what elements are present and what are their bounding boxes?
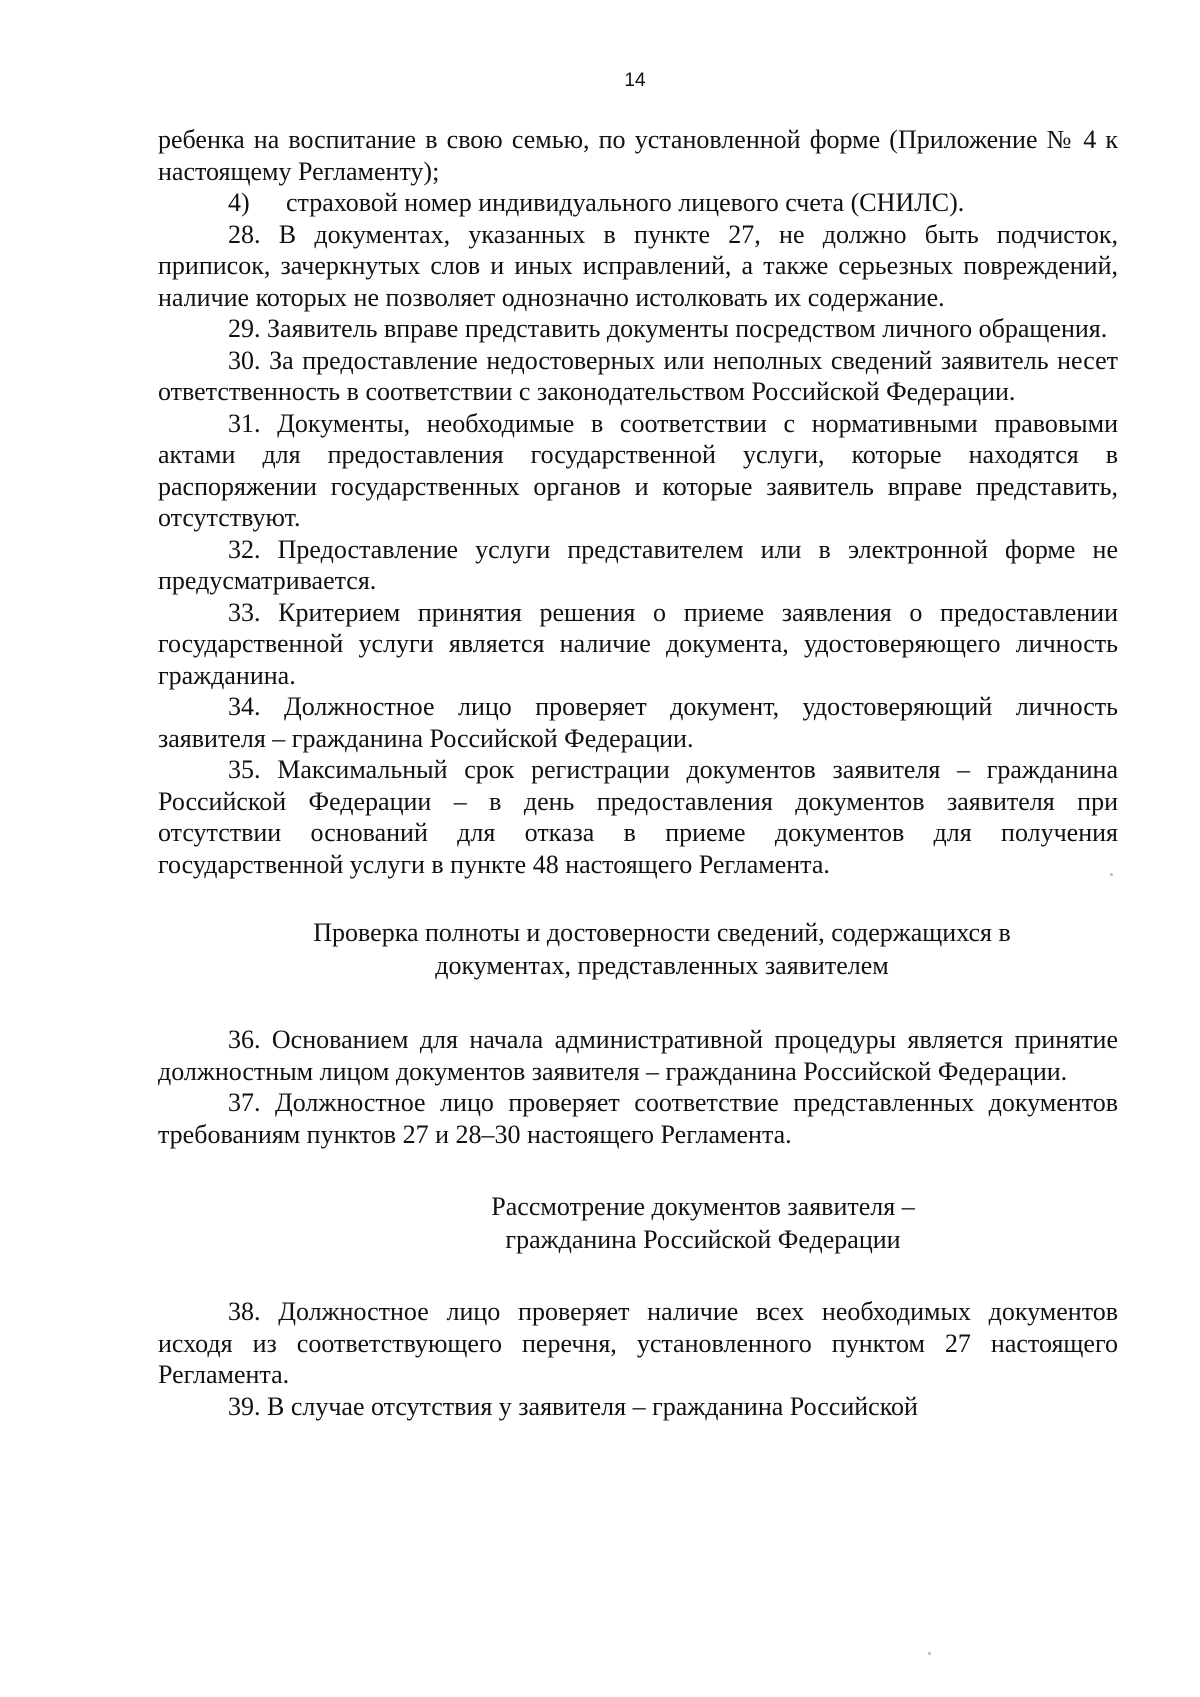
section-heading-line: гражданина Российской Федерации	[505, 1225, 901, 1254]
scan-speck	[1110, 873, 1113, 876]
paragraph-34: 34. Должностное лицо проверяет документ, удостоверяющий личность заявителя – гражданина Российской Федерации.	[158, 692, 1118, 753]
paragraph-38: 38. Должностное лицо проверяет наличие всех необходимых документов исходя из соответствующего перечня, установленного пунктом 27 настоящего Регламента.	[158, 1297, 1118, 1389]
list-item-4	[158, 187, 1118, 219]
paragraph-31: 31. Документы, необходимые в соответствии с нормативными правовыми актами для предоставления государственной услуги, которые находятся в распоряжении государственных органов и которые заявитель вправе представить, отсутствуют.	[158, 408, 1118, 532]
section-heading-review	[158, 1190, 1118, 1256]
paragraph-29: 29. Заявитель вправе представить документы посредством личного обращения.	[228, 314, 1108, 343]
section-heading-line: документах, представленных заявителем	[435, 951, 889, 980]
paragraph-37: 37. Должностное лицо проверяет соответствие представленных документов требованиям пунктов 27 и 28–30 настоящего Регламента.	[158, 1088, 1118, 1149]
paragraph-continuation: ребенка на воспитание в свою семью, по установленной форме (Приложение № 4 к настоящему Регламенту);	[158, 125, 1118, 186]
list-item-text: страховой номер индивидуального лицевого счета (СНИЛС).	[286, 188, 965, 217]
section-heading-line: Проверка полноты и достоверности сведений, содержащихся в	[313, 918, 1011, 947]
scan-speck	[928, 1652, 931, 1655]
document-body	[158, 124, 1118, 1422]
page-number: 14	[624, 70, 646, 91]
paragraph-35: 35. Максимальный срок регистрации документов заявителя – гражданина Российской Федерации – в день предоставления документов заявителя при отсутствии оснований для отказа в приеме документов для получения государственной услуги в пункте 48 настоящего Регламента.	[158, 755, 1118, 879]
paragraph-28: 28. В документах, указанных в пункте 27, не должно быть подчисток, приписок, зачеркнутых слов и иных исправлений, а также серьезных повреждений, наличие которых не позволяет однозначно истолковать их содержание.	[158, 219, 1118, 312]
list-item-number: 4)	[228, 188, 250, 217]
paragraph-39: 39. В случае отсутствия у заявителя – гражданина Российской	[228, 1391, 918, 1421]
paragraph-33: 33. Критерием принятия решения о приеме заявления о предоставлении государственной услуги является наличие документа, удостоверяющего личность гражданина.	[158, 597, 1118, 690]
paragraph-36: 36. Основанием для начала административной процедуры является принятие должностным лицом документов заявителя – гражданина Российской Федерации.	[158, 1025, 1118, 1086]
section-heading-verification	[158, 916, 1118, 982]
paragraph-30: 30. За предоставление недостоверных или неполных сведений заявитель несет ответственность в соответствии с законодательством Российской Федерации.	[158, 345, 1118, 406]
paragraph-32: 32. Предоставление услуги представителем или в электронной форме не предусматривается.	[158, 534, 1118, 595]
section-heading-line: Рассмотрение документов заявителя –	[491, 1192, 915, 1221]
